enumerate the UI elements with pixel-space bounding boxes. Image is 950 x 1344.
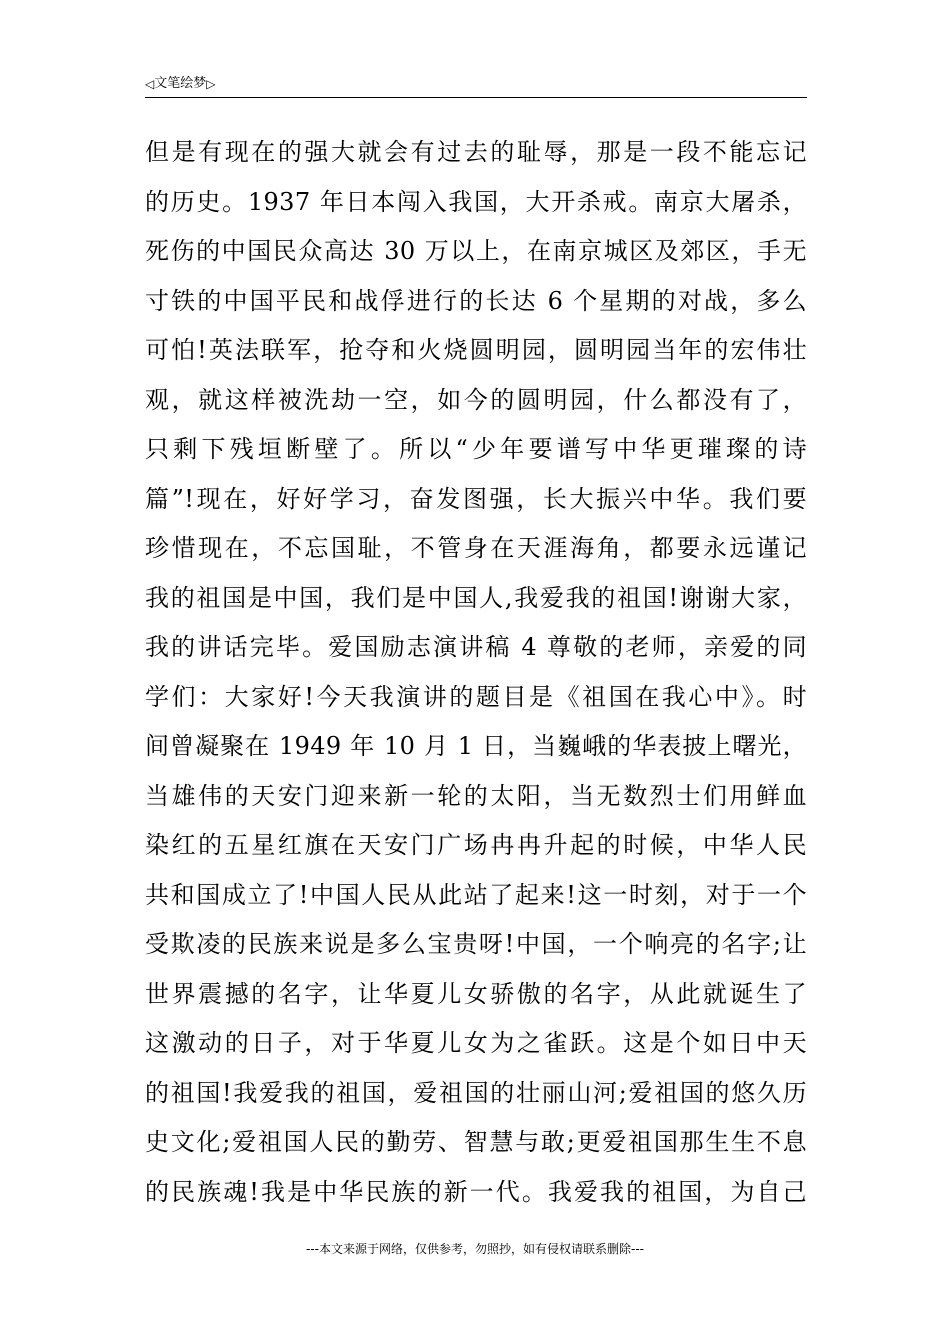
text-line: 我的祖国是中国，我们是中国人,我爱我的祖国!谢谢大家， (145, 583, 807, 612)
text-line: 篇”!现在，好好学习，奋发图强，长大振兴中华。我们要 (145, 484, 807, 513)
text-line: 这激动的日子，对于华夏儿女为之雀跃。这是个如日中天 (145, 1029, 807, 1057)
text-line: 的祖国!我爱我的祖国，爱祖国的壮丽山河;爱祖国的悠久历 (145, 1078, 807, 1107)
right-triangle-icon: ▷ (206, 77, 216, 91)
page-header (145, 74, 215, 94)
text-line: 共和国成立了!中国人民从此站了起来!这一时刻，对于一个 (145, 880, 807, 909)
text-line: 受欺凌的民族来说是多么宝贵呀!中国，一个响亮的名字;让 (145, 930, 807, 958)
text-line: 染红的五星红旗在天安门广场冉冉升起的时候，中华人民 (145, 831, 807, 859)
text-line: 可怕!英法联军，抢夺和火烧圆明园，圆明园当年的宏伟壮 (145, 336, 807, 364)
left-triangle-icon: ◁ (145, 77, 155, 91)
text-line: 当雄伟的天安门迎来新一轮的太阳，当无数烈士们用鲜血 (145, 781, 807, 810)
text-line: 只剩下残垣断壁了。所以“少年要谱写中华更璀璨的诗 (145, 435, 807, 463)
header-divider (145, 97, 807, 98)
text-line: 学们：大家好!今天我演讲的题目是《祖国在我心中》。时 (145, 682, 807, 711)
document-body (145, 128, 807, 1217)
page-footer: ---本文来源于网络，仅供参考，勿照抄，如有侵权请联系删除--- (306, 1242, 644, 1256)
text-line: 的历史。1937 年日本闯入我国，大开杀戒。南京大屠杀， (145, 187, 807, 216)
text-line: 世界震撼的名字，让华夏儿女骄傲的名字，从此就诞生了 (145, 979, 807, 1008)
text-line: 的民族魂!我是中华民族的新一代。我爱我的祖国，为自己 (145, 1177, 807, 1206)
text-line: 但是有现在的强大就会有过去的耻辱，那是一段不能忘记 (145, 138, 807, 166)
text-line: 我的讲话完毕。爱国励志演讲稿 4 尊敬的老师，亲爱的同 (145, 633, 807, 661)
text-line: 观，就这样被洗劫一空，如今的圆明园，什么都没有了， (145, 385, 807, 414)
text-line: 寸铁的中国平民和战俘进行的长达 6 个星期的对战，多么 (145, 286, 807, 315)
header-title: 文笔绘梦 (154, 76, 207, 91)
text-line: 史文化;爱祖国人民的勤劳、智慧与敢;更爱祖国那生生不息 (145, 1128, 807, 1156)
text-line: 间曾凝聚在 1949 年 10 月 1 日，当巍峨的华表披上曙光， (145, 732, 807, 760)
text-line: 死伤的中国民众高达 30 万以上，在南京城区及郊区，手无 (145, 237, 807, 265)
text-line: 珍惜现在，不忘国耻，不管身在天涯海角，都要永远谨记 (145, 534, 807, 562)
